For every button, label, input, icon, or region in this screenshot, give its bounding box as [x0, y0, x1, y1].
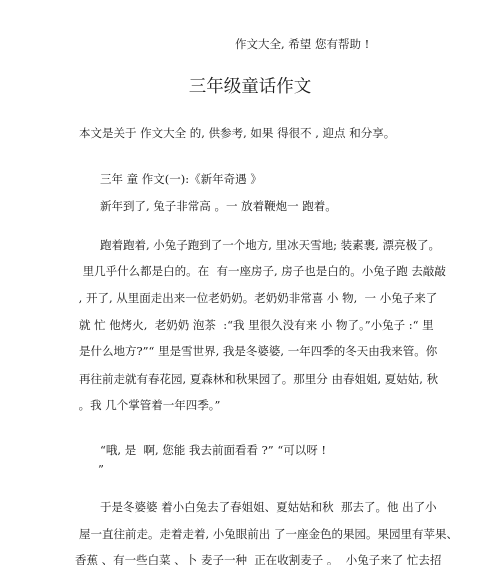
header-note: 作文大全, 希望 您有帮助 ! — [235, 37, 370, 51]
paragraph-line: “哦, 是 啊, 您能 我去前面看看 ?” “可以呀 ! — [100, 443, 326, 457]
intro-line: 本文是关于 作文大全 的, 供参考, 如果 得很不 , 迎点 和分享。 — [79, 126, 396, 140]
document-title: 三年级童话作文 — [188, 77, 312, 97]
paragraph-line: , 开了, 从里面走出来一位老奶奶。老奶奶非常喜 小 物, 一 小兔子来了 — [75, 291, 438, 305]
paragraph-line: ” — [98, 462, 104, 476]
paragraph-line: 跑着跑着, 小兔子跑到了一个地方, 里冰天雪地; 装素裹, 漂亮极了。 — [100, 238, 440, 252]
paragraph-line: 。我 几个掌管着一年四季。” — [75, 398, 221, 412]
paragraph-line: 新年到了, 兔子非常高 。一 放着鞭炮一 跑着。 — [100, 199, 337, 213]
paragraph-line: 屋一直往前走。走着走着, 小兔眼前出 了一座金色的果园。果园里有苹果、 — [79, 527, 458, 541]
paragraph-line: 就 忙 他烤火, 老奶奶 泡茶 :“我 里很久没有来 小 物了。”小兔子 :“ 里 — [79, 318, 434, 332]
paragraph-line: 再往前走就有春花园, 夏森林和秋果园了。那里分 由春姐姐, 夏姑姑, 秋 — [79, 372, 439, 386]
paragraph-line: 里几乎什么都是白的。在 有一座房子, 房子也是白的。小兔子跑 去敲敲 — [79, 264, 446, 278]
paragraph-line: 于是冬婆婆 着小白兔去了春姐姐、夏姑姑和秋 那去了。他 出了小 — [100, 500, 437, 514]
paragraph-line: 是什么地方?”“ 里是雪世界, 我是冬婆婆, 一年四季的冬天由我来管。你 — [79, 344, 438, 358]
paragraph-line: 香蕉 、有一些白菜 、卜 麦子一种 正在收割麦子 。 小兔子来了 忙去招 — [75, 553, 442, 565]
section-title: 三年 童 作文(一):《新年奇遇 》 — [100, 172, 262, 186]
